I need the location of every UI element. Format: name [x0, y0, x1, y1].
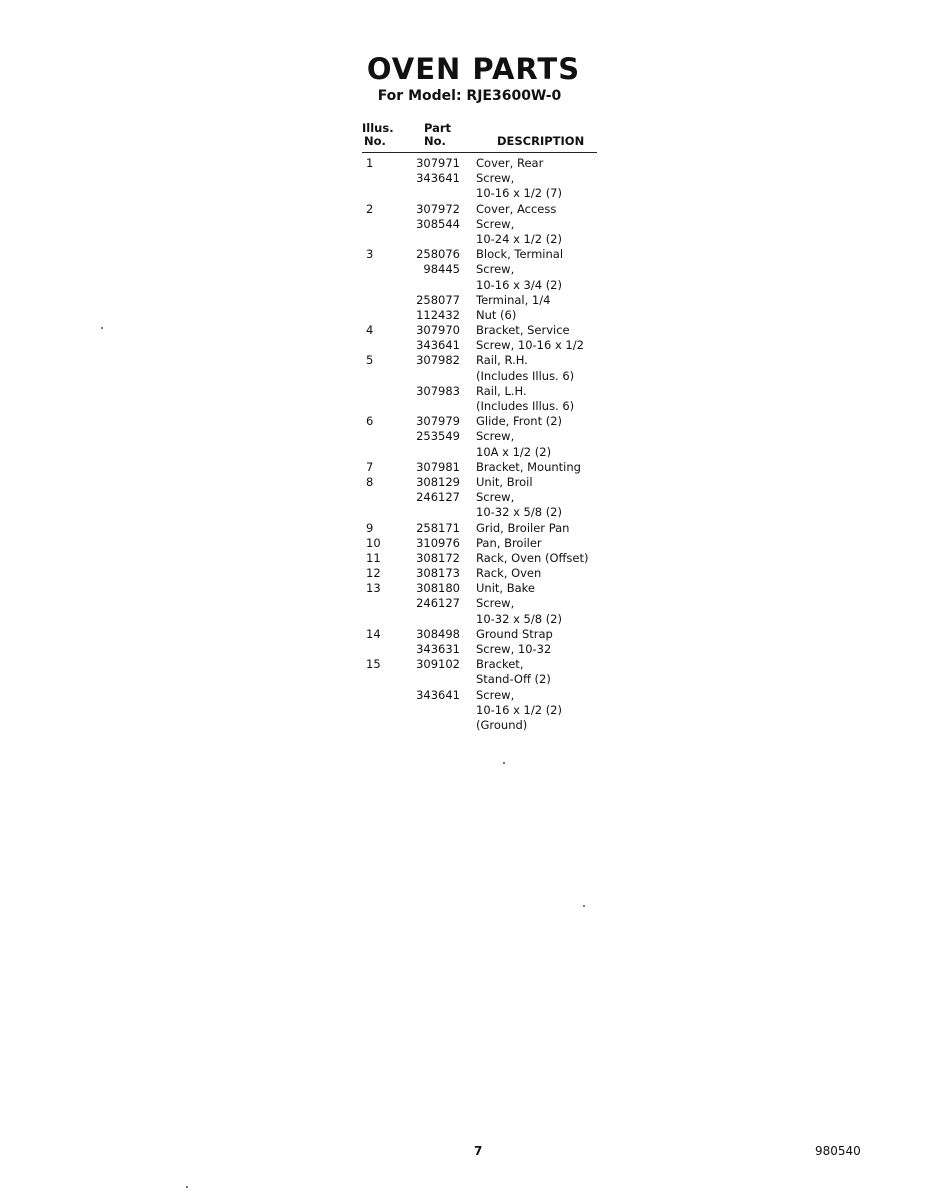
table-row — [362, 551, 597, 566]
illus-number-cell: 6 — [366, 414, 374, 429]
table-row — [362, 369, 597, 384]
illus-number-cell: 8 — [366, 474, 374, 489]
part-number-cell: 307982 — [416, 353, 460, 368]
part-number-cell: 343641 — [416, 687, 460, 702]
description-cell: Bracket, Service — [476, 323, 570, 338]
part-number-cell: 308129 — [416, 474, 460, 489]
table-row — [362, 505, 597, 520]
scan-speck — [503, 762, 505, 764]
description-cell: Cover, Access — [476, 201, 557, 216]
description-cell: Screw, — [476, 262, 515, 277]
part-number-cell: 309102 — [416, 657, 460, 672]
table-row — [362, 323, 597, 338]
table-row — [362, 521, 597, 536]
illus-number-cell: 12 — [366, 566, 381, 581]
table-row — [362, 247, 597, 262]
description-cell: Unit, Bake — [476, 581, 535, 596]
table-row — [362, 202, 597, 217]
part-number-cell: 258171 — [416, 520, 460, 535]
table-row — [362, 217, 597, 232]
table-row — [362, 566, 597, 581]
illus-number-cell: 4 — [366, 323, 374, 338]
table-row — [362, 475, 597, 490]
part-number-cell: 246127 — [416, 490, 460, 505]
table-row — [362, 293, 597, 308]
description-cell: Block, Terminal — [476, 247, 564, 262]
description-cell: Bracket, — [476, 657, 524, 672]
description-cell: (Includes Illus. 6) — [476, 399, 575, 413]
part-number-cell: 112432 — [416, 307, 460, 322]
table-row — [362, 612, 597, 627]
part-number-cell: 246127 — [416, 596, 460, 611]
description-cell: Stand-Off (2) — [476, 672, 551, 687]
illus-number-cell: 15 — [366, 657, 381, 672]
description-cell: Cover, Rear — [476, 156, 544, 170]
description-cell: 10-32 x 5/8 (2) — [476, 505, 562, 520]
description-cell: Screw, — [476, 429, 515, 444]
table-row — [362, 278, 597, 293]
description-cell: Rack, Oven — [476, 566, 542, 581]
parts-table-body — [362, 153, 597, 733]
document-code: 980540 — [815, 1144, 861, 1158]
part-number-cell: 307979 — [416, 414, 460, 429]
description-cell: Rack, Oven (Offset) — [476, 550, 589, 565]
illus-number-cell: 9 — [366, 520, 374, 535]
table-row — [362, 308, 597, 323]
table-row — [362, 642, 597, 657]
part-number-cell: 343641 — [416, 338, 460, 353]
table-row — [362, 718, 597, 733]
table-row — [362, 232, 597, 247]
description-cell: Nut (6) — [476, 307, 517, 322]
header-illus-label: Illus. — [362, 121, 394, 135]
parts-table — [362, 120, 597, 733]
illus-number-cell: 3 — [366, 247, 374, 262]
description-cell: 10-16 x 1/2 (2) — [476, 702, 562, 717]
part-number-cell: 258077 — [416, 292, 460, 307]
description-cell: Glide, Front (2) — [476, 414, 563, 429]
description-cell: 10-24 x 1/2 (2) — [476, 231, 562, 246]
description-cell: Screw, — [476, 596, 515, 611]
table-row — [362, 338, 597, 353]
table-row — [362, 460, 597, 475]
illus-number-cell: 1 — [366, 156, 374, 170]
part-number-cell: 308172 — [416, 550, 460, 565]
part-number-cell: 343641 — [416, 171, 460, 186]
table-row — [362, 384, 597, 399]
table-row — [362, 688, 597, 703]
description-cell: Screw, — [476, 490, 515, 505]
description-cell: Screw, 10-32 — [476, 642, 552, 656]
scan-speck — [583, 905, 585, 907]
parts-table-header — [362, 120, 597, 153]
table-row — [362, 353, 597, 368]
description-cell: Unit, Broil — [476, 474, 533, 489]
description-cell: Screw, — [476, 216, 515, 231]
part-number-cell: 307971 — [416, 156, 460, 170]
part-number-cell: 307983 — [416, 383, 460, 398]
header-part-label: Part — [424, 121, 452, 135]
description-cell: Ground Strap — [476, 626, 553, 641]
page-number: 7 — [474, 1144, 483, 1158]
table-row — [362, 657, 597, 672]
model-subtitle: For Model: RJE3600W-0 — [377, 88, 562, 104]
description-cell: (Includes Illus. 6) — [476, 368, 575, 383]
table-row — [362, 627, 597, 642]
header-illus-no-label: No. — [364, 134, 386, 148]
description-cell: 10-16 x 3/4 (2) — [476, 277, 562, 292]
header-part-no-label: No. — [424, 134, 446, 148]
table-row — [362, 414, 597, 429]
description-cell: Screw, — [476, 687, 515, 702]
part-number-cell: 253549 — [416, 429, 460, 444]
illus-number-cell: 2 — [366, 201, 374, 216]
description-cell: Terminal, 1/4 — [476, 292, 551, 307]
table-row — [362, 596, 597, 611]
description-cell: 10-16 x 1/2 (7) — [476, 186, 562, 201]
description-cell: 10A x 1/2 (2) — [476, 444, 552, 459]
description-cell: Grid, Broiler Pan — [476, 520, 570, 535]
part-number-cell: 343631 — [416, 642, 460, 656]
table-row — [362, 156, 597, 171]
part-number-cell: 98445 — [423, 262, 460, 277]
description-cell: Rail, L.H. — [476, 383, 527, 398]
part-number-cell: 307970 — [416, 323, 460, 338]
part-number-cell: 307981 — [416, 459, 460, 474]
page-title: OVEN PARTS — [366, 52, 581, 86]
description-cell: 10-32 x 5/8 (2) — [476, 611, 562, 626]
part-number-cell: 310976 — [416, 535, 460, 550]
part-number-cell: 307972 — [416, 201, 460, 216]
illus-number-cell: 10 — [366, 535, 381, 550]
table-row — [362, 399, 597, 414]
table-row — [362, 429, 597, 444]
description-cell: (Ground) — [476, 717, 528, 732]
description-cell: Screw, 10-16 x 1/2 — [476, 338, 584, 353]
illus-number-cell: 5 — [366, 353, 374, 368]
table-row — [362, 672, 597, 687]
table-row — [362, 171, 597, 186]
part-number-cell: 308173 — [416, 566, 460, 581]
description-cell: Pan, Broiler — [476, 535, 542, 550]
part-number-cell: 308544 — [416, 216, 460, 231]
illus-number-cell: 13 — [366, 581, 381, 596]
part-number-cell: 308498 — [416, 626, 460, 641]
table-row — [362, 536, 597, 551]
table-row — [362, 703, 597, 718]
part-number-cell: 258076 — [416, 247, 460, 262]
table-row — [362, 581, 597, 596]
scan-speck — [101, 327, 103, 329]
table-row — [362, 445, 597, 460]
table-row — [362, 262, 597, 277]
part-number-cell: 308180 — [416, 581, 460, 596]
header-description-label: DESCRIPTION — [497, 134, 585, 148]
scan-speck — [186, 1186, 188, 1188]
illus-number-cell: 11 — [366, 550, 381, 565]
description-cell: Bracket, Mounting — [476, 459, 581, 474]
illus-number-cell: 14 — [366, 626, 381, 641]
illus-number-cell: 7 — [366, 459, 374, 474]
description-cell: Rail, R.H. — [476, 353, 528, 368]
description-cell: Screw, — [476, 171, 515, 186]
table-row — [362, 490, 597, 505]
table-row — [362, 186, 597, 201]
